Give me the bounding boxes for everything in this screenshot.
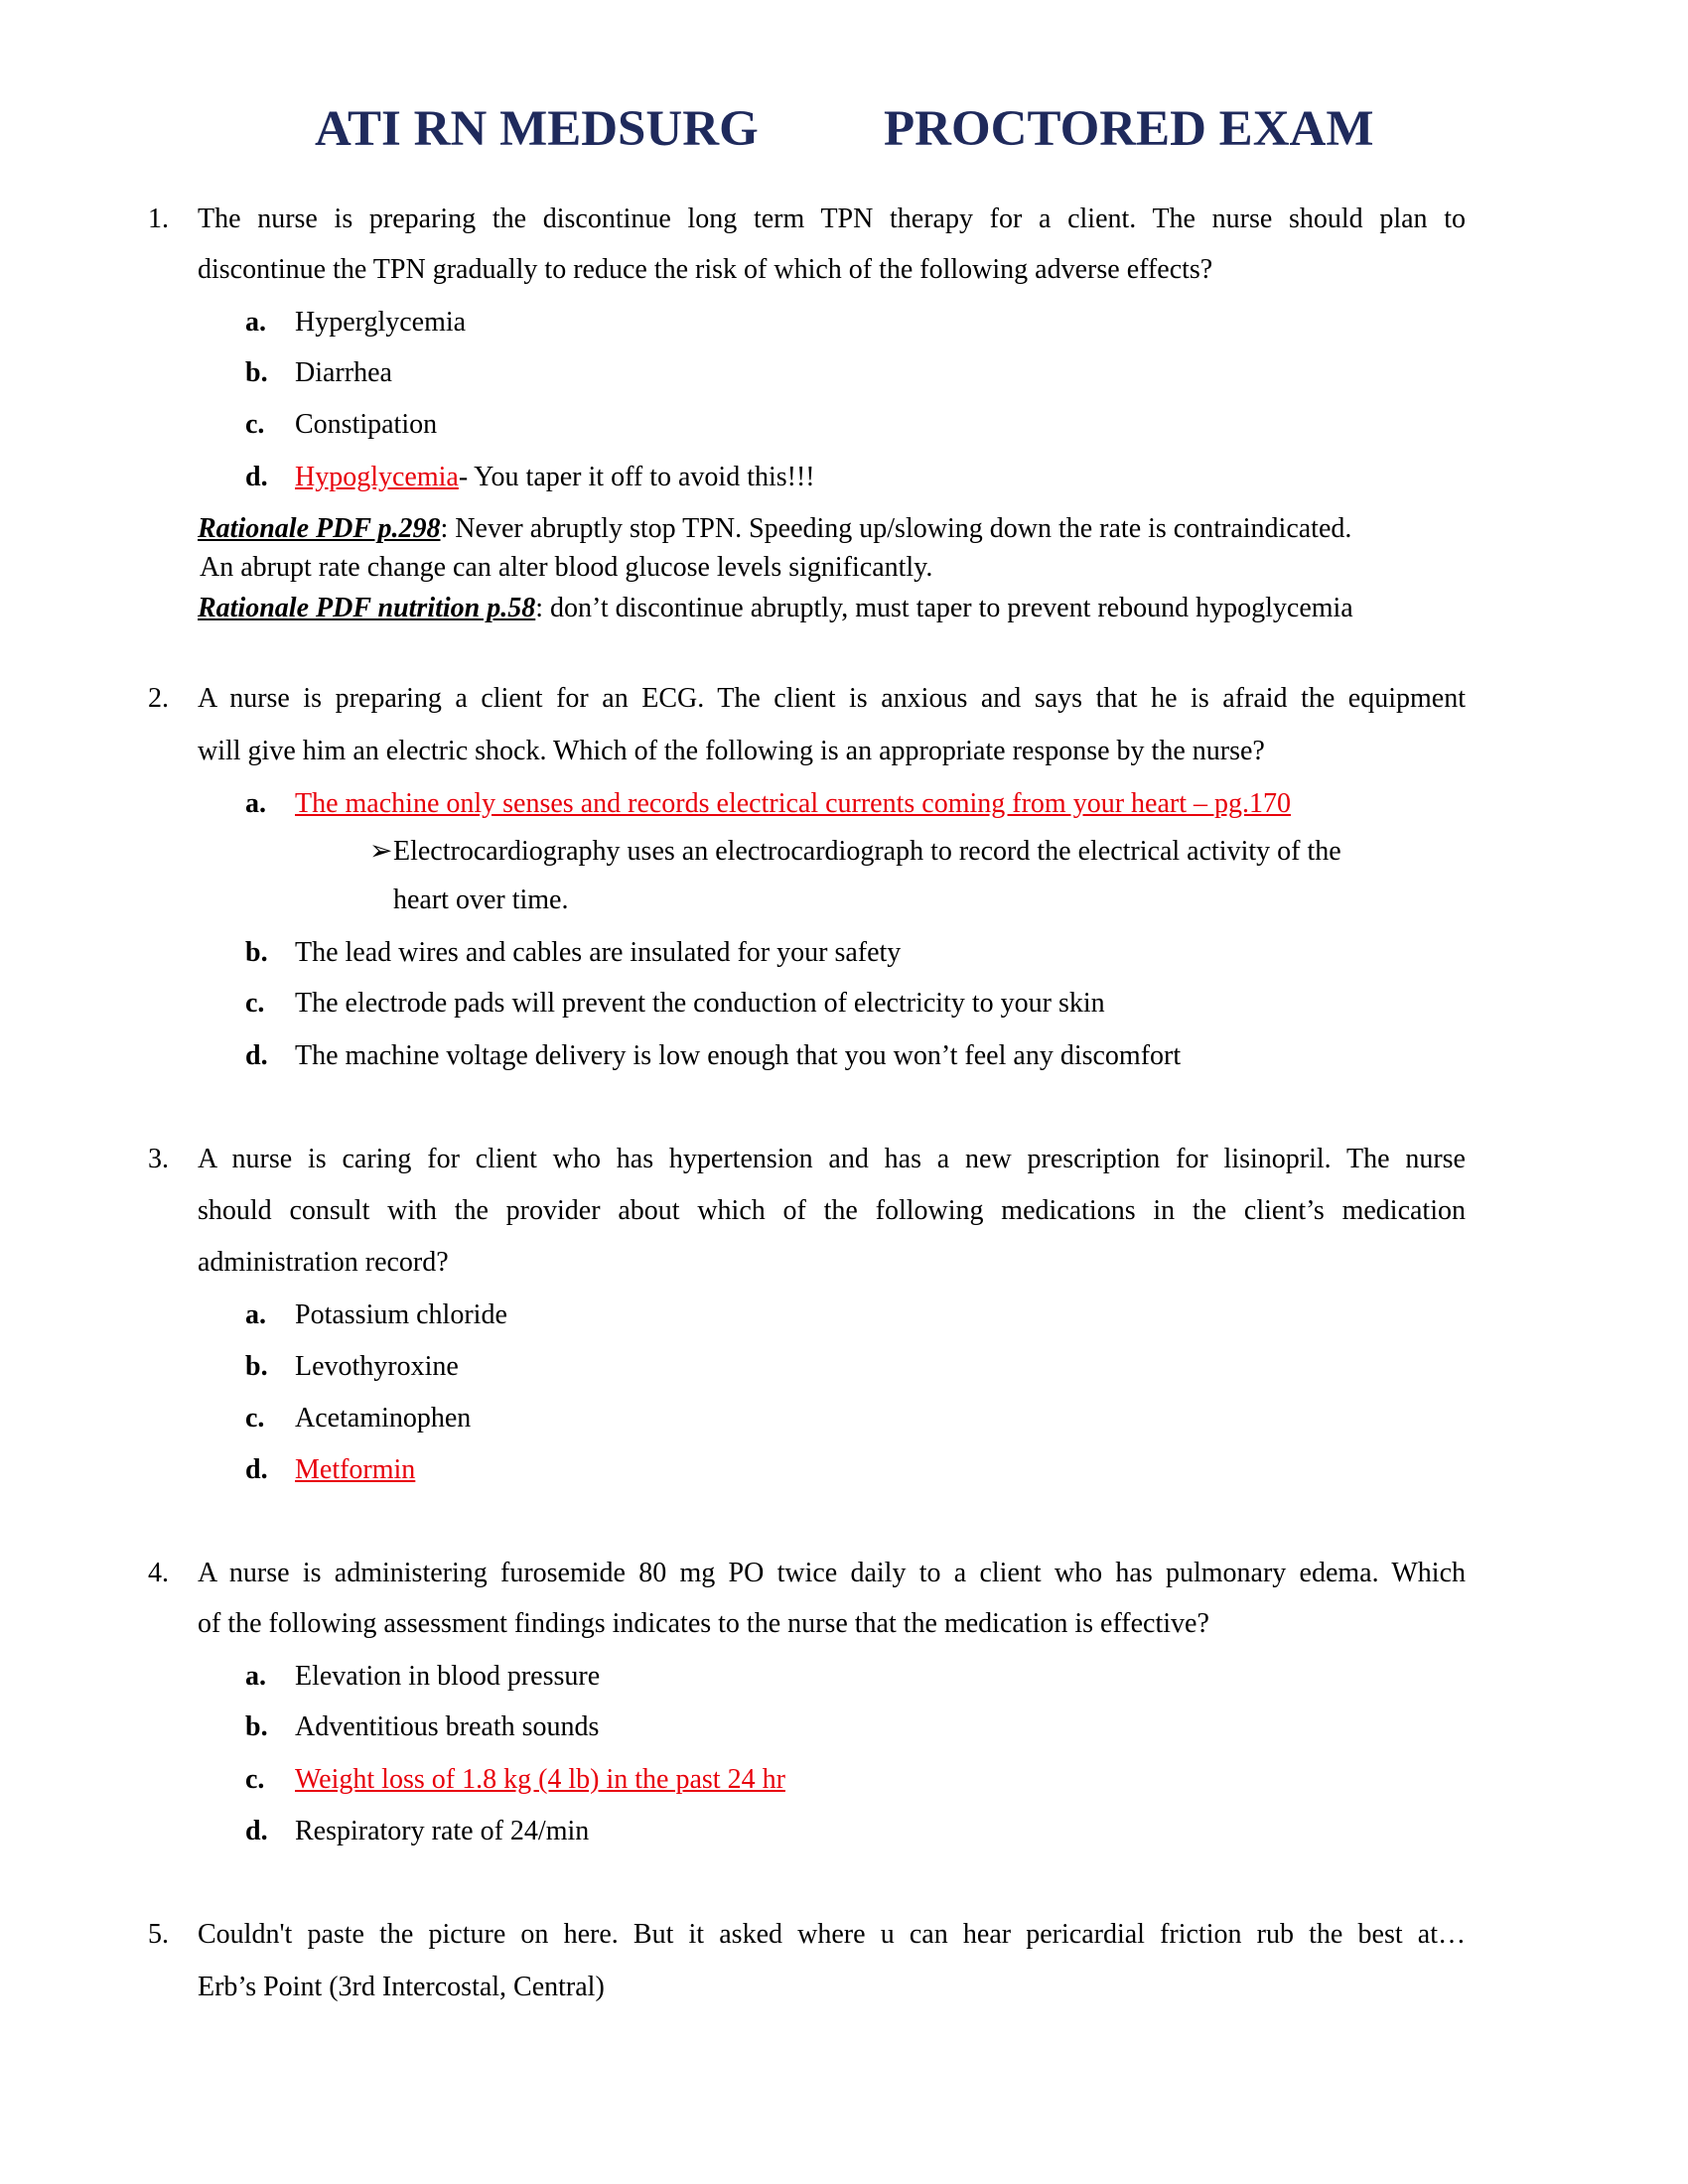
rationale-text: An abrupt rate change can alter blood glucose levels significantly. (200, 552, 933, 583)
question-text: administration record? (198, 1247, 449, 1278)
option-text: Diarrhea (295, 357, 392, 388)
option-text: Constipation (295, 409, 438, 440)
option-text: Hyperglycemia (295, 307, 467, 338)
correct-option (295, 461, 815, 494)
rationale (198, 512, 1351, 546)
answer-text: Erb’s Point (3rd Intercostal, Central) (198, 1972, 605, 2002)
option-letter: c. (245, 409, 265, 440)
question-number: 5. (148, 1919, 169, 1950)
option-text: Levothyroxine (295, 1351, 459, 1382)
option-text: Potassium chloride (295, 1299, 507, 1330)
rationale-label: Rationale PDF p.298 (198, 513, 441, 544)
question-text: will give him an electric shock. Which of the following is an appropriate response by the nurse? (198, 736, 1265, 766)
option-letter: c. (245, 1403, 265, 1433)
question-text: should consult with the provider about which of the following medications in the client’s medication (198, 1195, 1466, 1226)
correct-answer: The machine only senses and records electrical currents coming from your heart – pg.170 (295, 788, 1291, 819)
answer-note: - You taper it off to avoid this!!! (458, 462, 815, 492)
question-text: The nurse is preparing the discontinue long term TPN therapy for a client. The nurse should plan to (198, 204, 1466, 234)
rationale-label: Rationale PDF nutrition p.58 (198, 593, 536, 623)
arrow-bullet-icon: ➢ (369, 836, 393, 867)
option-letter: a. (245, 788, 266, 819)
rationale-text: : Never abruptly stop TPN. Speeding up/slowing down the rate is contraindicated. (440, 513, 1352, 544)
title-left: ATI RN MEDSURG (315, 101, 759, 157)
option-letter: a. (245, 1661, 266, 1692)
correct-answer: Weight loss of 1.8 kg (4 lb) in the past 24 hr (295, 1764, 785, 1795)
title-right: PROCTORED EXAM (884, 101, 1374, 157)
question-number: 4. (148, 1558, 169, 1588)
option-text: Elevation in blood pressure (295, 1661, 601, 1692)
option-text: The machine voltage delivery is low enough that you won’t feel any discomfort (295, 1040, 1182, 1071)
option-text: Respiratory rate of 24/min (295, 1816, 590, 1846)
option-letter: d. (245, 1454, 268, 1485)
option-letter: b. (245, 1351, 268, 1382)
question-number: 1. (148, 204, 169, 234)
rationale-text: : don’t discontinue abruptly, must taper to prevent rebound hypoglycemia (535, 593, 1353, 623)
correct-answer: Hypoglycemia (295, 462, 459, 492)
option-letter: c. (245, 988, 265, 1019)
option-text: Acetaminophen (295, 1403, 472, 1433)
question-number: 2. (148, 683, 169, 714)
bullet-text: heart over time. (393, 885, 569, 915)
option-letter: d. (245, 1040, 268, 1071)
bullet-text: Electrocardiography uses an electrocardiograph to record the electrical activity of the (393, 836, 1341, 867)
question-text: Couldn't paste the picture on here. But it asked where u can hear pericardial friction rub the best at… (198, 1919, 1466, 1950)
question-text: of the following assessment findings indicates to the nurse that the medication is effective? (198, 1608, 1209, 1639)
option-letter: b. (245, 1711, 268, 1742)
question-text: A nurse is caring for client who has hypertension and has a new prescription for lisinopril. The nurse (198, 1144, 1466, 1174)
option-text: The electrode pads will prevent the conduction of electricity to your skin (295, 988, 1105, 1019)
question-text: A nurse is preparing a client for an ECG. The client is anxious and says that he is afraid the equipment (198, 683, 1466, 714)
option-text: The lead wires and cables are insulated for your safety (295, 937, 902, 968)
question-text: A nurse is administering furosemide 80 mg PO twice daily to a client who has pulmonary edema. Which (198, 1558, 1466, 1588)
option-letter: a. (245, 307, 266, 338)
option-letter: d. (245, 1816, 268, 1846)
option-letter: b. (245, 357, 268, 388)
option-letter: d. (245, 462, 268, 492)
rationale (198, 592, 1353, 625)
question-text: discontinue the TPN gradually to reduce the risk of which of the following adverse effects? (198, 254, 1213, 285)
option-letter: c. (245, 1764, 265, 1795)
option-text: Adventitious breath sounds (295, 1711, 600, 1742)
option-letter: b. (245, 937, 268, 968)
option-letter: a. (245, 1299, 266, 1330)
question-number: 3. (148, 1144, 169, 1174)
correct-answer: Metformin (295, 1454, 416, 1485)
